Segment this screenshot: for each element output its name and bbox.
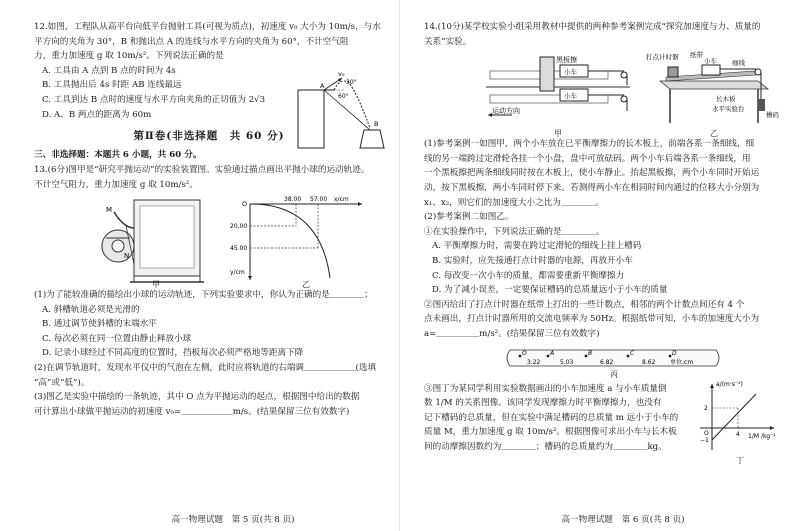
q13-stem-2: 不计空气阻力，重力加速度 g 取 10m/s²。 [34,179,198,190]
q12-stem-1: 12.如图，工程队从高平台向低平台抛射工具(可视为质点)，初速度 v₀ 大小为 10m/s，与水 [34,22,381,32]
y-tick-45: 45.00 [230,245,248,253]
page-6 [402,0,800,531]
page-5 [0,0,398,531]
tape-point-label-A: A [550,349,555,357]
q13-sub3-line1: (3)图乙是实验中描绘的一条轨迹，其中 O 点为平抛运动的起点，根据图中给出的数据 [34,392,360,403]
tape-distance-2: 6.82 [600,358,614,366]
q14-sub2b-line2: 点未画出，打点计时器所用的交流电频率为 50Hz。根据纸带可知，小车的加速度大小为 [424,314,760,325]
tape-figure-wrap [424,344,776,380]
tape-point-label-D: D [672,349,677,357]
section-title: 第Ⅱ卷(非选择题 共 60 分) [133,130,285,143]
tape-point-A [547,354,550,357]
q13-sub1: (1)为了能较准确的描绘出小球的运动轨迹，下列实验要求中，你认为正确的是＿＿＿＿； [34,290,373,301]
q14-option-a: A. 平衡摩擦力时，需要在跨过定滑轮的细线上挂上槽码 [432,241,642,252]
weight-label: 槽码 [766,111,779,120]
q13-sub2-line2: “高”或“低”)。 [34,377,90,388]
timer-label: 打点计时器 [646,53,679,62]
q14-sub2b-line3: a=＿＿＿＿＿m/s²。(结果保留三位有效数字) [424,328,600,339]
q13-stem-1: 13.(6分)图甲是“研究平抛运动”的实验装置图。实验通过描点画出平抛小球的运动轨迹。 [34,164,370,175]
figure-jia-caption: 甲 [152,280,160,290]
angle-30-label: 30° [346,79,357,86]
q14-option-d: D. 为了减小误差，一定要保证槽码的总质量远小于小车的质量 [432,285,668,296]
q12-option-d: D. A、B 两点的距离为 60m [42,109,152,120]
q14-sub1-line3: 一个黑板擦把两条细线同时按在木板上，使小车静止。抬起黑板擦，两个小车同时开始运 [424,168,760,179]
ding-tick-neg: −1 [700,436,709,444]
car2-label: 小车 [564,92,577,101]
a-vs-invM-figure [694,378,778,458]
string-label: 细线 [732,59,745,68]
figure-jia-caption-r: 甲 [554,129,562,139]
q14-sub1-line4: 动，按下黑板擦，两小车同时停下来。若测得两小车在相同时间内通过的位移大小分别为 [424,182,760,193]
q14-stem-1: 14.(10分)某学校实验小组采用教材中提供的两种参考案例完成“探究加速度与力、质量的 [424,22,761,32]
q14-sub2c-line4: 质量 M，重力加速度 g 取 10m/s²。根据图像可求出小车与长木板 [424,427,677,438]
section-3-heading: 三、非选择题：本题共 6 小题，共 60 分。 [34,150,202,161]
figure-bing-caption: 丙 [610,369,618,379]
car1-label: 小车 [564,68,577,77]
q14-sub1-line2: 线的另一端跨过定滑轮各挂一个小盘，盘中可放砝码。两个小车后端各系一条细线，用 [424,153,751,164]
q12-option-a: A. 工具由 A 点到 B 点的时间为 4s [42,65,176,76]
question-14 [424,22,779,465]
figure-yi-caption: 乙 [302,280,310,290]
tape-unit-label: 单位:cm [670,358,694,366]
q14-sub1-line1: (1)参考案例一如图甲，两个小车放在已平衡摩擦力的长木板上，前端各系一条细线，细 [424,139,755,150]
y-axis-unit: y/cm [230,269,245,277]
label-m: M [106,206,113,215]
page-5-footer: 高一物理试题 第 5 页(共 8 页) [171,515,295,526]
x-tick-38: 38.00 [284,196,302,204]
q14-sub2c-line5: 间的动摩擦因数约为＿＿＿＿；槽码的总质量约为＿＿＿＿kg。 [424,441,667,452]
tape-distance-0: 3.22 [527,358,541,366]
angle-60-label: 60° [338,93,349,100]
table-label: 水平实验台 [712,105,745,114]
q14-option-c: C. 每改变一次小车的质量，都需要重新平衡摩擦力 [432,270,625,281]
v0-label: v₀ [338,70,345,78]
question-13 [34,165,384,419]
q14-stem-2: 关系”实验。 [424,36,472,47]
q14-sub2c-block [424,380,776,465]
q13-apparatus-figure [94,198,204,284]
car-label: 小车 [704,57,717,66]
point-a-label: A [320,82,325,90]
point-b-label: B [374,120,379,128]
q14-sub2: (2)参考案例二如图乙。 [424,212,514,223]
q13-option-d: D. 记录小球经过不同高度的位置时，挡板每次必须严格地等距离下降 [42,348,304,359]
tape-point-label-O: O [522,349,527,357]
page-divider [399,0,400,531]
ding-tick-x: 4 [736,430,740,438]
label-n: N [124,252,130,261]
origin-label: O [242,200,248,209]
q12-stem-3: 力，重力加速度 g 取 10m/s²。下列说法正确的是 [34,51,224,62]
figure-yi-caption-r: 乙 [710,129,718,139]
ding-y-axis-label: a/(m·s⁻²) [716,380,743,388]
q14-sub2c-line1: ③图丁为某同学利用实验数据画出的小车加速度 a 与小车质量倒 [424,383,667,394]
q12-option-b: B. 工具抛出后 4s 时距 AB 连线最远 [42,80,182,91]
question-12 [34,22,384,128]
direction-label: 运动方向 [492,107,520,116]
tape-point-B [585,354,588,357]
figure-ding-caption: 丁 [736,455,744,465]
q12-option-c: C. 工具到达 B 点时的速度与水平方向夹角的正切值为 2√3 [42,94,266,105]
q13-trajectory-figure [230,194,370,286]
x-axis-unit: x/cm [334,196,349,204]
q13-option-c: C. 每次必须在同一位置由静止释放小球 [42,333,192,344]
page-6-footer: 高一物理试题 第 6 页(共 8 页) [561,515,685,526]
q14-figures [424,51,779,139]
tape-point-C [627,354,630,357]
q12-figure [294,68,386,150]
ding-x-axis-label: 1/M /kg⁻¹ [748,432,776,440]
y-tick-20: 20.00 [230,223,248,231]
tape-label: 纸带 [690,51,703,60]
board-label: 长木板 [716,95,736,104]
q14-sub2c-line3: 记下槽码的总质量，但在实验中满足槽码的总质量 m 远小于小车的 [424,412,679,423]
x-tick-57: 57.00 [310,196,328,204]
tape-point-D [669,354,672,357]
q13-option-a: A. 斜槽轨道必须是光滑的 [42,304,140,315]
q14-sub2c-line2: 数 1/M 的关系图像。该同学发现摩擦力时平衡摩擦力，也没有 [424,398,662,409]
q12-stem-2: 平方向的夹角为 30°，B 和抛出点 A 的连线与水平方向的夹角为 60°，不计空气阻 [34,36,349,47]
q14-sub1-line5: x₁、x₂，则它们的加速度大小之比为＿＿＿＿。 [424,197,604,208]
q14-sub2a: ①在实验操作中，下列说法正确的是＿＿＿＿。 [424,226,605,237]
q14-figure-yi [646,51,782,133]
q13-sub3-line2: 可计算出小球做平抛运动的初速度 v₀=＿＿＿＿＿＿m/s。(结果保留三位有效数字) [34,406,350,417]
q14-sub2b-line1: ②图丙给出了打点计时器在纸带上打出的一些计数点，相邻的两个计数点间还有 4 个 [424,299,745,310]
tape-point-label-B: B [588,349,593,357]
tape-distance-3: 8.62 [642,358,656,366]
ding-origin: O [704,429,709,437]
tape-distance-1: 5.03 [560,358,574,366]
ding-tick-y: 2 [704,404,708,412]
q14-figure-jia [484,53,634,133]
q13-sub2-line1: (2)在调节轨道时，发现水平仪中的气泡在左侧，此时应将轨道的右端调＿＿＿＿＿＿(选填 [34,363,377,374]
tape-point-label-C: C [630,349,635,357]
q13-option-b: B. 通过调节使斜槽的末端水平 [42,319,157,330]
q14-option-b: B. 实验时，应先接通打点计时器的电源，再放开小车 [432,255,633,266]
tape-point-O [519,354,522,357]
eraser-label: 黑板擦 [556,56,577,65]
q13-figures [34,194,384,290]
